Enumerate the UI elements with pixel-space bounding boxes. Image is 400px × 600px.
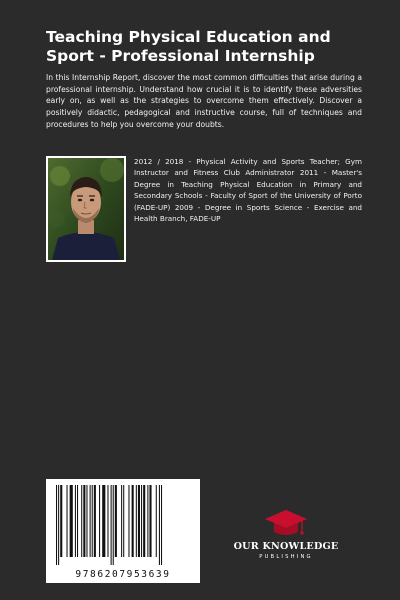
author-photo bbox=[46, 156, 126, 262]
book-title: Teaching Physical Education and Sport - Professional Internship bbox=[46, 28, 331, 65]
barcode-icon bbox=[54, 485, 192, 565]
publisher-logo bbox=[228, 508, 344, 568]
graduation-cap-icon bbox=[264, 508, 308, 538]
author-bio: 2012 / 2018 - Physical Activity and Sports Teacher; Gym Instructor and Fitness Club Administrator 2011 - Master's Degree in Teaching Physical Education in Primary and Secondary Schools - Faculty of Sport of the University of Porto (FADE-UP) 2009 - Degree in Sports Science - Exercise and Health Branch, FADE-UP bbox=[134, 157, 362, 224]
publisher-subtitle: PUBLISHING bbox=[259, 554, 313, 560]
isbn-number: 9786207953639 bbox=[50, 569, 196, 580]
publisher-name: OUR KNOWLEDGE bbox=[233, 541, 339, 552]
book-description: In this Internship Report, discover the most common difficulties that arise during a professional internship. Understand how crucial it is to identify these adversities early on, as well as the strategies to overcome them effectively. Discover a positively didactic, pedagogical and instructive course, full of techniques and procedures to help you overcome your doubts. bbox=[46, 73, 362, 129]
author-portrait-image bbox=[48, 158, 124, 260]
isbn-barcode bbox=[46, 479, 200, 583]
